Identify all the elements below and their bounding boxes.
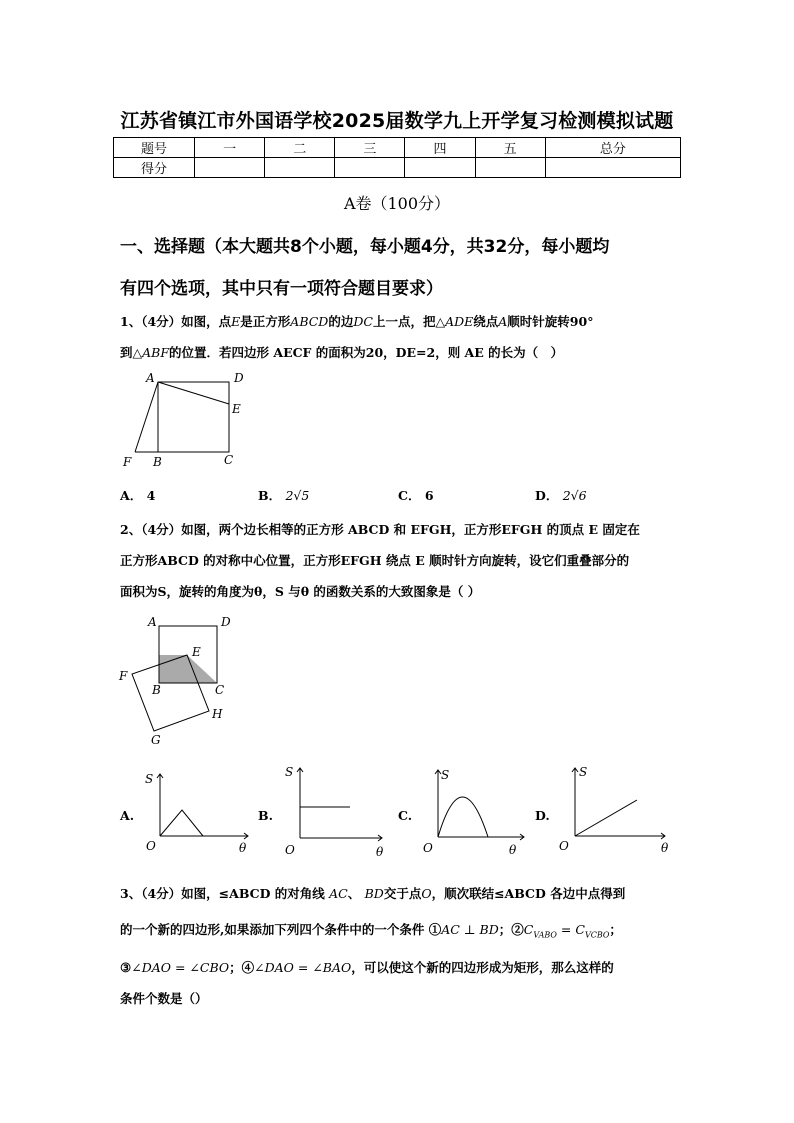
overlap-region [159,655,217,683]
origin-label: O [285,843,295,857]
segment-ae [158,382,229,404]
q2-option-d[interactable]: D. [535,808,550,823]
score-header-cell: 二 [265,138,335,158]
volume-heading: A卷（100分） [343,194,451,213]
q1-option-b[interactable]: B． 2√5 [258,488,310,503]
score-cell[interactable] [265,158,335,178]
score-header-cell: 五 [475,138,545,158]
origin-label: O [423,841,433,855]
score-table-score-row [114,158,681,178]
q1-option-c[interactable]: C． 6 [398,488,434,503]
q1-option-d[interactable]: D． 2√6 [535,488,587,503]
q2-graph-a[interactable] [140,766,255,858]
label-g: G [151,733,161,747]
label-a: A [146,371,155,385]
label-f: F [119,669,128,683]
label-c: C [215,683,225,697]
label-c: C [224,453,234,467]
origin-label: O [559,839,569,853]
axis-label-s: S [285,765,294,779]
score-cell[interactable] [475,158,545,178]
axis-label-s: S [579,765,588,779]
axis-label-theta: θ [661,841,669,855]
segment-af [135,382,158,452]
q2-graph-b[interactable] [280,760,395,860]
q2-graph-c[interactable] [418,762,533,860]
label-d: D [221,615,231,629]
score-header-cell: 题号 [114,138,195,158]
score-cell[interactable] [195,158,265,178]
score-header-cell: 三 [335,138,405,158]
q2-option-c[interactable]: C. [398,808,413,823]
axis-label-theta: θ [509,843,517,857]
label-a: A [148,615,157,629]
q2-line3: 面积为S，旋转的角度为θ，S 与θ 的函数关系的大致图象是（ ） [120,584,481,599]
q2-option-a[interactable]: A. [120,808,135,823]
label-b: B [152,683,161,697]
graph-curve [438,797,488,837]
q3-line1: 3、（4分）如图，≤ABCD 的对角线 AC、 BD交于点O，顺次联结≤ABCD 各边中点得到 [120,886,626,901]
label-e: E [232,402,241,416]
score-table-header-row [114,138,681,158]
section-heading-line1: 一、选择题（本大题共8个小题，每小题4分，共32分，每小题均 [120,237,610,257]
graph-curve [575,800,637,836]
graph-curve [160,810,203,836]
label-e: E [192,645,201,659]
score-header-cell: 四 [405,138,475,158]
label-f: F [123,455,132,469]
exam-title: 江苏省镇江市外国语学校2025届数学九上开学复习检测模拟试题 [120,110,674,132]
score-header-cell: 一 [195,138,265,158]
q2-graph-d[interactable] [555,760,675,860]
q3-line3: ③∠DAO = ∠CBO；④∠DAO = ∠BAO，可以使这个新的四边形成为矩形，那么这样的 [120,960,614,975]
q3-line2: 的一个新的四边形,如果添加下列四个条件中的一个条件 ①AC ⊥ BD；$②C_{VABO} = C_{VCBO}$； [120,922,622,940]
q1-line1: 1、（4分）如图，点E是正方形ABCD的边DC上一点，把△ADE绕点A顺时针旋转90° [120,314,594,329]
axis-label-s: S [441,768,450,782]
score-header-cell: 总分 [545,138,680,158]
q1-figure [118,368,258,474]
q3-line4: 条件个数是（） [120,991,208,1006]
q2-line2: 正方形ABCD 的对称中心位置，正方形EFGH 绕点 E 顺时针方向旋转，设它们重叠部分的 [120,553,630,568]
axis-label-theta: θ [376,845,384,859]
q1-option-a[interactable]: A． 4 [120,488,156,503]
label-b: B [153,455,162,469]
label-d: D [234,371,244,385]
score-table [113,137,681,178]
score-cell[interactable] [405,158,475,178]
q2-line1: 2、（4分）如图，两个边长相等的正方形 ABCD 和 EFGH，正方形EFGH 的顶点 E 固定在 [120,522,640,537]
axis-label-s: S [145,772,154,786]
origin-label: O [146,839,156,853]
q1-line2: 到△ABF的位置．若四边形 AECF 的面积为20，DE=2，则 AE 的长为（ ） [120,345,564,360]
label-h: H [212,707,223,721]
score-cell[interactable] [545,158,680,178]
score-row-label: 得分 [114,158,195,178]
q2-figure [115,612,245,747]
section-heading-line2: 有四个选项，其中只有一项符合题目要求） [120,279,443,299]
q2-option-b[interactable]: B. [258,808,273,823]
score-cell[interactable] [335,158,405,178]
axis-label-theta: θ [239,841,247,855]
